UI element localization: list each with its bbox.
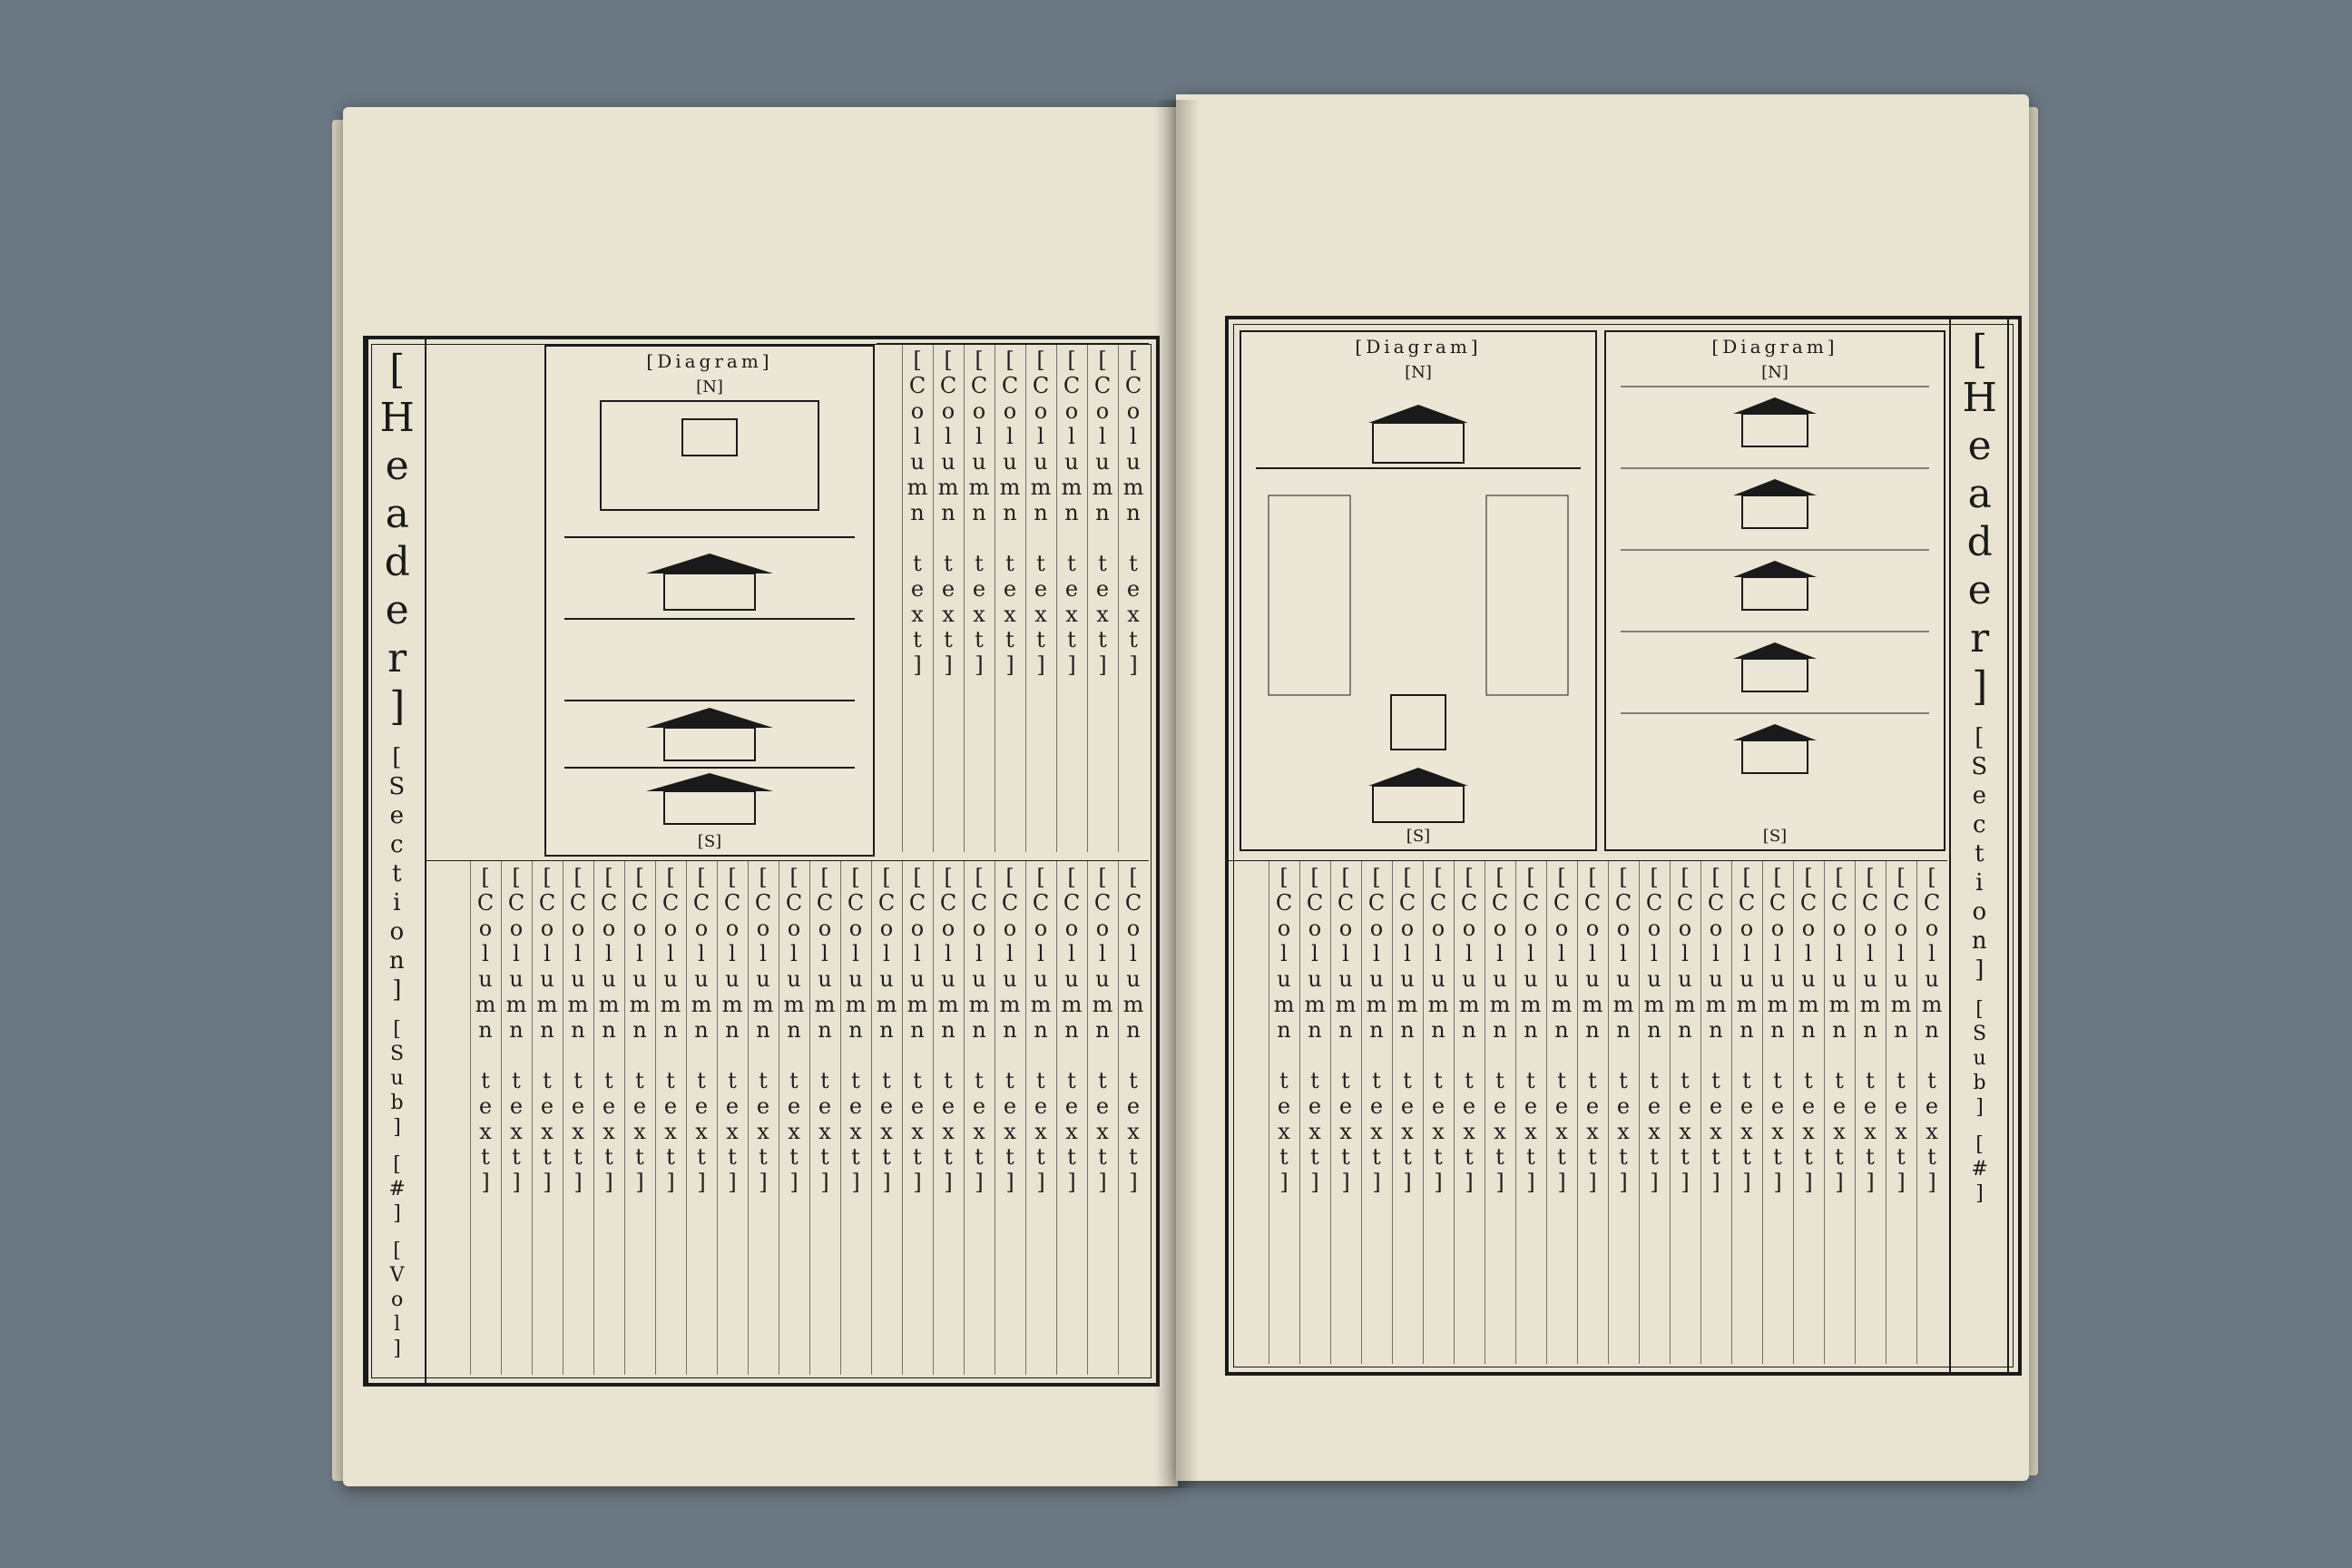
right-diagram-b-title: [Diagram] bbox=[1711, 336, 1838, 358]
text-column: [Column text] bbox=[1824, 861, 1855, 1364]
text-column: [Column text] bbox=[1639, 861, 1670, 1364]
text-column: [Column text] bbox=[655, 861, 686, 1375]
text-column: [Column text] bbox=[933, 861, 964, 1375]
right-lower-text bbox=[1229, 860, 1947, 1366]
right-diagram-a-drawing bbox=[1241, 332, 1595, 849]
left-diagram bbox=[544, 345, 875, 857]
text-column: [Column text] bbox=[809, 861, 840, 1375]
text-column: [Column text] bbox=[1700, 861, 1731, 1364]
right-subtitle: [Sub] bbox=[1968, 998, 1992, 1121]
text-column: [Column text] bbox=[1392, 861, 1423, 1364]
right-diagram-a-title: [Diagram] bbox=[1355, 336, 1482, 358]
text-column: [Column text] bbox=[964, 344, 995, 852]
text-column: [Column text] bbox=[1762, 861, 1793, 1364]
left-upper-text bbox=[877, 343, 1149, 852]
text-column: [Column text] bbox=[686, 861, 717, 1375]
book-spine bbox=[1154, 100, 1200, 1488]
right-margin-header bbox=[1949, 319, 2009, 1372]
text-column: [Column text] bbox=[779, 861, 809, 1375]
text-column: [Column text] bbox=[1515, 861, 1546, 1364]
left-margin-header bbox=[367, 339, 426, 1383]
text-column: [Column text] bbox=[563, 861, 593, 1375]
text-column: [Column text] bbox=[1670, 861, 1700, 1364]
right-section-label: [Section] bbox=[1965, 724, 1994, 985]
text-column: [Column text] bbox=[933, 344, 964, 852]
text-column: [Column text] bbox=[1886, 861, 1916, 1364]
text-column: [Column text] bbox=[1025, 861, 1056, 1375]
right-diagram-five-gates bbox=[1604, 330, 1945, 851]
left-diagram-title: [Diagram] bbox=[646, 350, 773, 372]
right-diagram-b-north: [N] bbox=[1761, 363, 1788, 382]
text-column: [Column text] bbox=[1454, 861, 1485, 1364]
text-column: [Column text] bbox=[1025, 344, 1056, 852]
text-column: [Column text] bbox=[995, 861, 1025, 1375]
text-column: [Column text] bbox=[1269, 861, 1299, 1364]
left-volume: [Vol] bbox=[386, 1240, 409, 1362]
text-column: [Column text] bbox=[1361, 861, 1392, 1364]
left-subtitle: [Sub] bbox=[386, 1018, 409, 1141]
text-column: [Column text] bbox=[902, 861, 933, 1375]
text-column: [Column text] bbox=[532, 861, 563, 1375]
text-column: [Column text] bbox=[1118, 344, 1149, 852]
left-lower-text bbox=[426, 860, 1149, 1377]
text-column: [Column text] bbox=[717, 861, 748, 1375]
text-column: [Column text] bbox=[1577, 861, 1608, 1364]
left-section-label: [Section] bbox=[383, 744, 411, 1005]
text-column: [Column text] bbox=[748, 861, 779, 1375]
right-page-number: [#] bbox=[1968, 1133, 1992, 1207]
text-column: [Column text] bbox=[1087, 861, 1118, 1375]
text-column: [Column text] bbox=[1330, 861, 1361, 1364]
left-diagram-south: [S] bbox=[697, 832, 722, 851]
left-diagram-drawing bbox=[546, 347, 873, 855]
text-column: [Column text] bbox=[1855, 861, 1886, 1364]
left-page-number: [#] bbox=[386, 1153, 409, 1227]
right-diagram-a-south: [S] bbox=[1406, 827, 1431, 846]
text-column: [Column text] bbox=[995, 344, 1025, 852]
text-column: [Column text] bbox=[1546, 861, 1577, 1364]
text-column: [Column text] bbox=[1056, 344, 1087, 852]
text-column: [Column text] bbox=[1608, 861, 1639, 1364]
text-column: [Column text] bbox=[1793, 861, 1824, 1364]
text-column: [Column text] bbox=[1485, 861, 1515, 1364]
text-column: [Column text] bbox=[1423, 861, 1454, 1364]
right-diagram-b-south: [S] bbox=[1762, 827, 1788, 846]
text-column: [Column text] bbox=[1299, 861, 1330, 1364]
text-column: [Column text] bbox=[593, 861, 624, 1375]
text-column: [Column text] bbox=[501, 861, 532, 1375]
text-column: [Column text] bbox=[1118, 861, 1149, 1375]
text-column: [Column text] bbox=[1087, 344, 1118, 852]
left-diagram-north: [N] bbox=[696, 377, 723, 397]
text-column: [Column text] bbox=[1916, 861, 1947, 1364]
text-column: [Column text] bbox=[871, 861, 902, 1375]
text-column: [Column text] bbox=[470, 861, 501, 1375]
text-column: [Column text] bbox=[964, 861, 995, 1375]
text-column: [Column text] bbox=[624, 861, 655, 1375]
text-column: [Column text] bbox=[902, 344, 933, 852]
right-diagram-outer-court bbox=[1240, 330, 1597, 851]
text-column: [Column text] bbox=[1731, 861, 1762, 1364]
text-column: [Column text] bbox=[1056, 861, 1087, 1375]
right-diagram-a-north: [N] bbox=[1405, 363, 1432, 382]
left-header-title: [Header] bbox=[374, 347, 421, 731]
text-column: [Column text] bbox=[840, 861, 871, 1375]
right-diagram-b-drawing bbox=[1606, 332, 1944, 849]
right-header-title: [Header] bbox=[1956, 327, 2004, 711]
